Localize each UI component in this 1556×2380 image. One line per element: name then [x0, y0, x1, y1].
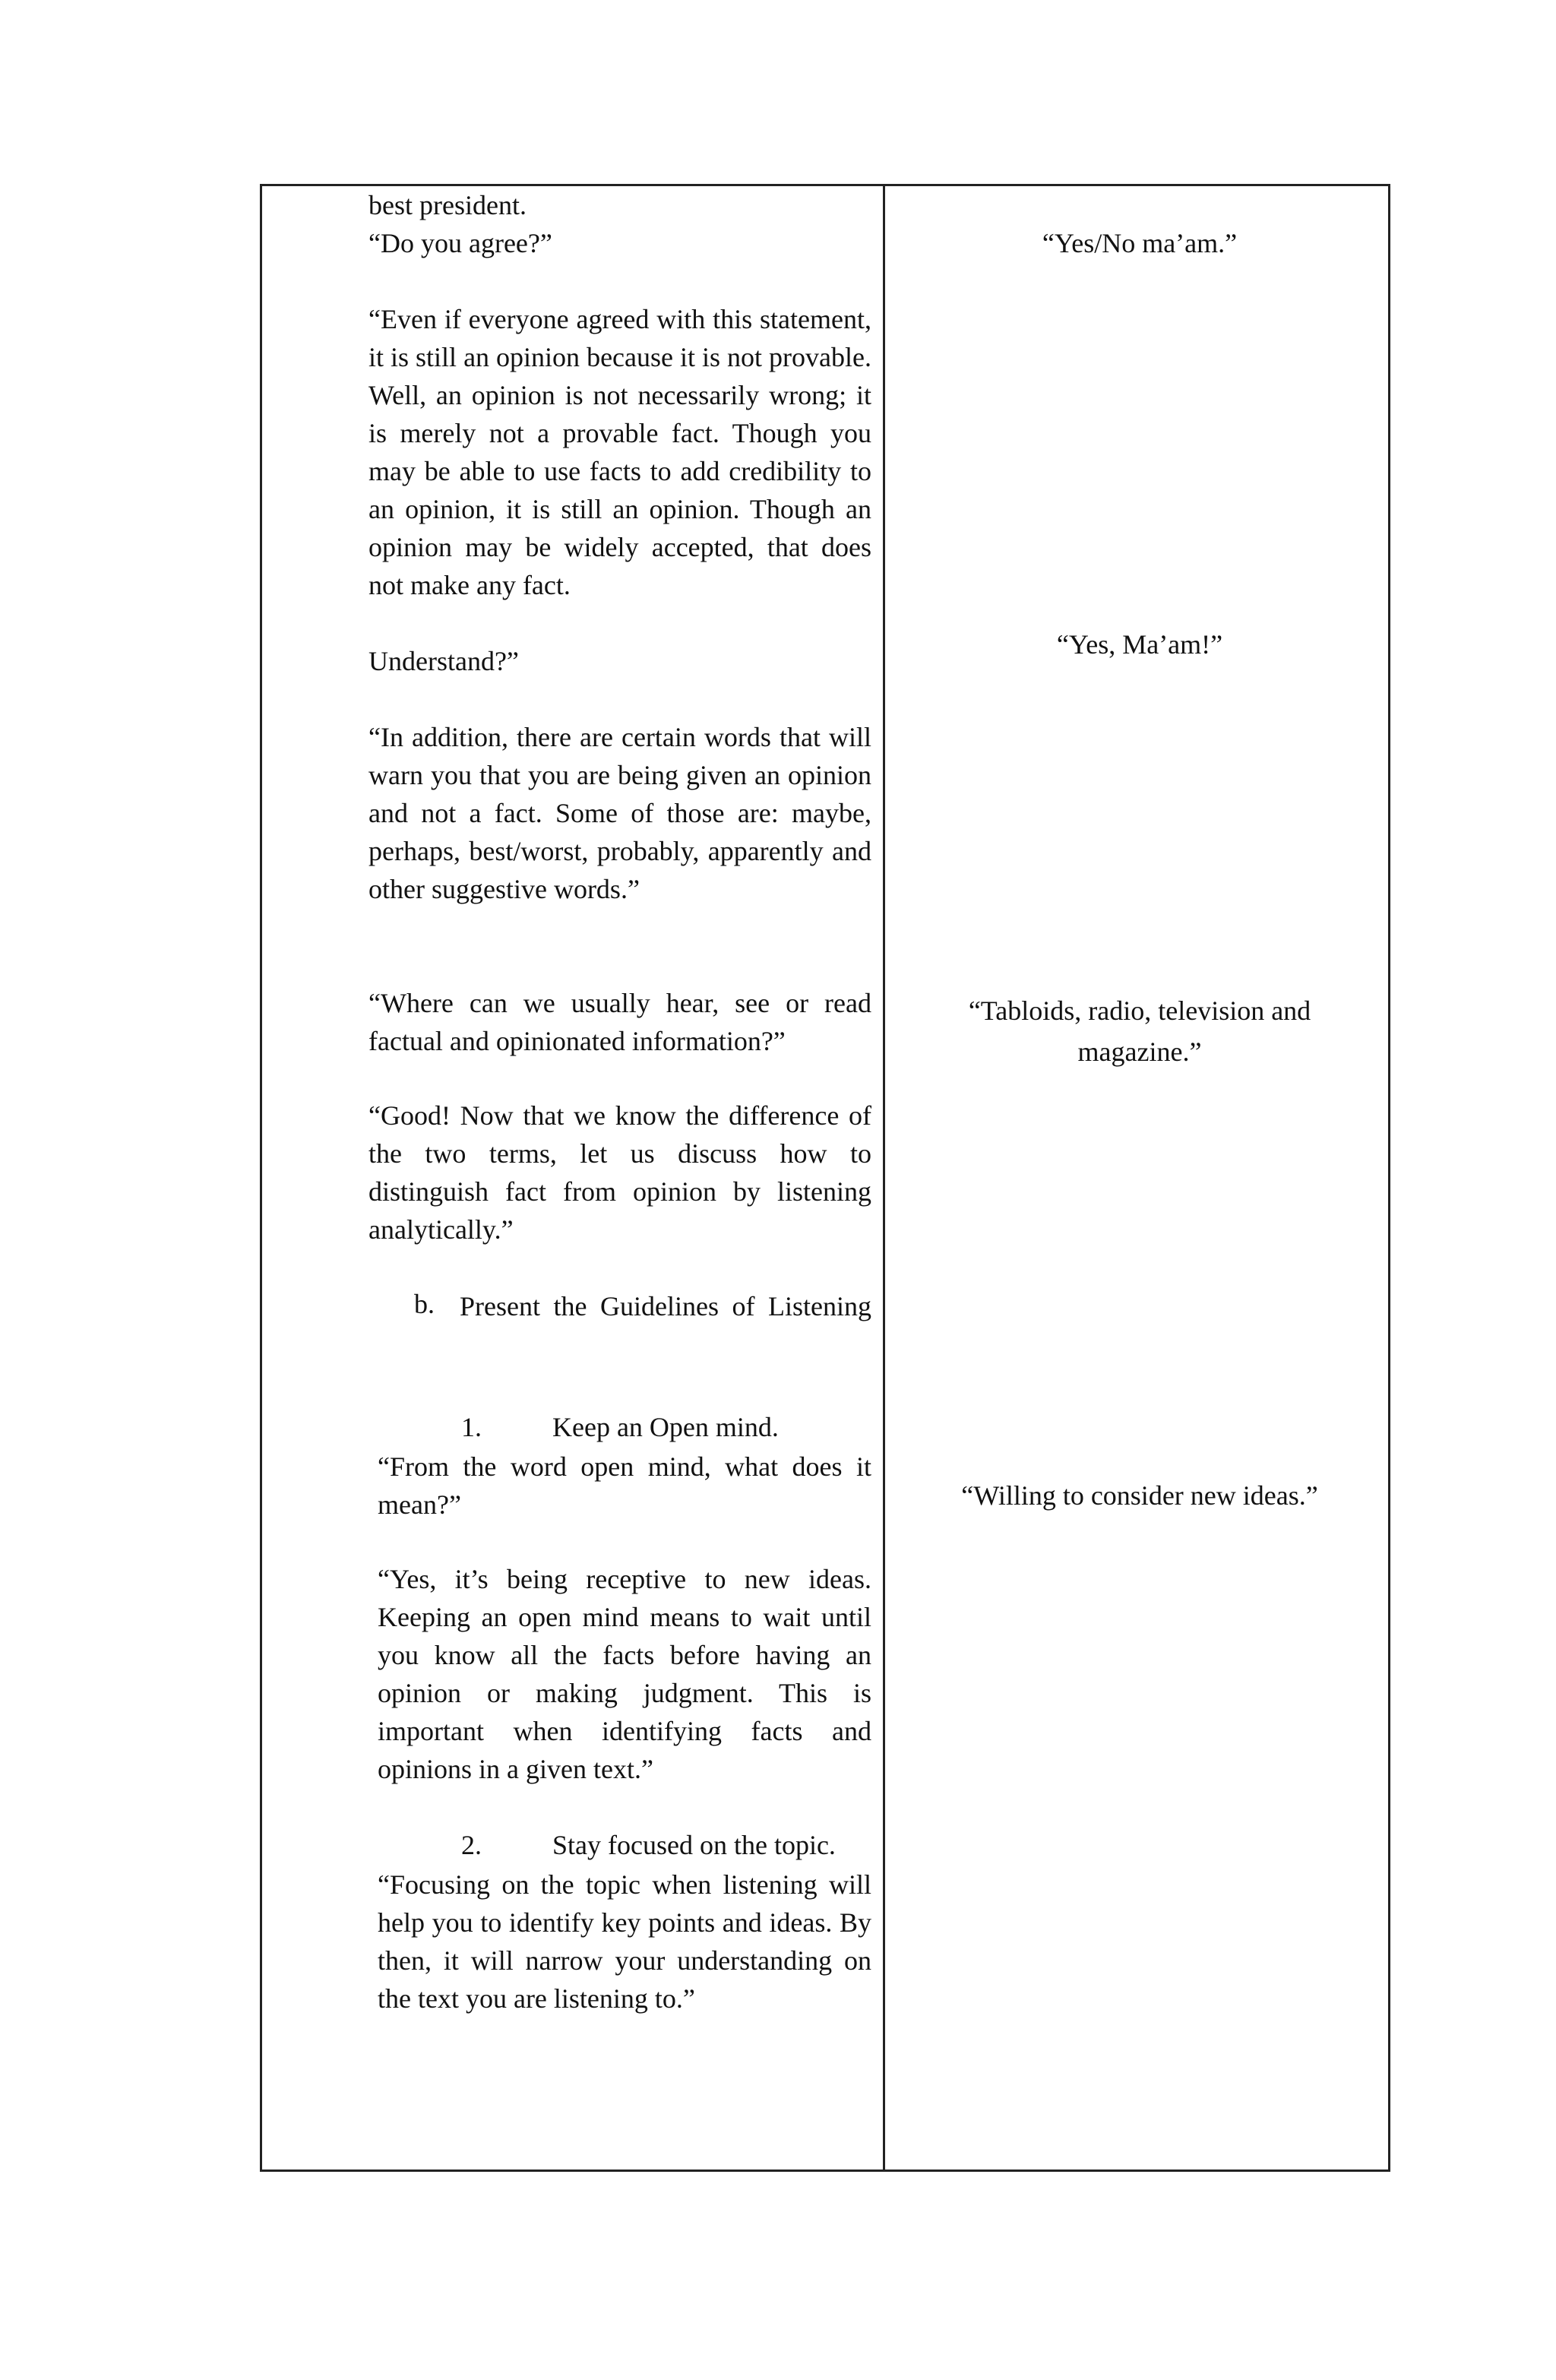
guideline-title: Keep an Open mind.: [552, 1412, 779, 1442]
list-item-guidelines: Present the Guidelines of Listening: [460, 1291, 871, 1321]
list-marker: b.: [414, 1289, 435, 1319]
student-response: “Willing to consider new ideas.”: [961, 1480, 1318, 1511]
teacher-paragraph-signal-words: “In addition, there are certain words that will warn you that you are being given an opinion and not a fact. Some of those are: maybe, perhaps, best/worst, probably, apparently and other suggestive words.”: [368, 722, 871, 904]
student-response: “Tabloids, radio, television and magazine.”: [968, 995, 1311, 1067]
column-divider: [883, 186, 885, 2170]
teacher-question: Understand?”: [368, 646, 519, 676]
teacher-question: “Where can we usually hear, see or read factual and opinionated information?”: [368, 988, 871, 1056]
student-response: “Yes/No ma’am.”: [1042, 228, 1238, 258]
teacher-question: “Do you agree?”: [368, 228, 552, 258]
lesson-plan-table: [260, 184, 1390, 2172]
teacher-paragraph-transition: “Good! Now that we know the difference of the two terms, let us discuss how to distinguish fact from opinion by listening analytically.”: [368, 1100, 871, 1245]
teacher-paragraph-focus: “Focusing on the topic when listening will help you to identify key points and ideas. By then, it will narrow your understanding on the text you are listening to.”: [378, 1869, 871, 2014]
list-marker: 1.: [461, 1412, 482, 1442]
teacher-text-line: best president.: [368, 190, 527, 220]
teacher-paragraph-opinion: “Even if everyone agreed with this statement, it is still an opinion because it is not provable. Well, an opinion is not necessarily wrong; it is merely not a provable fact. Though you may be able to use facts to add credibility to an opinion, it is still an opinion. Though an opinion may be widely accepted, that does not make any fact.: [368, 304, 871, 600]
list-marker: 2.: [461, 1830, 482, 1860]
student-response: “Yes, Ma’am!”: [1056, 629, 1223, 660]
teacher-paragraph-open-mind: “Yes, it’s being receptive to new ideas. Keeping an open mind means to wait until you know all the facts before having an opinion or making judgment. This is important when identifying facts and opinions in a given text.”: [378, 1564, 871, 1784]
teacher-question: “From the word open mind, what does it mean?”: [378, 1451, 871, 1520]
guideline-title: Stay focused on the topic.: [552, 1830, 836, 1860]
